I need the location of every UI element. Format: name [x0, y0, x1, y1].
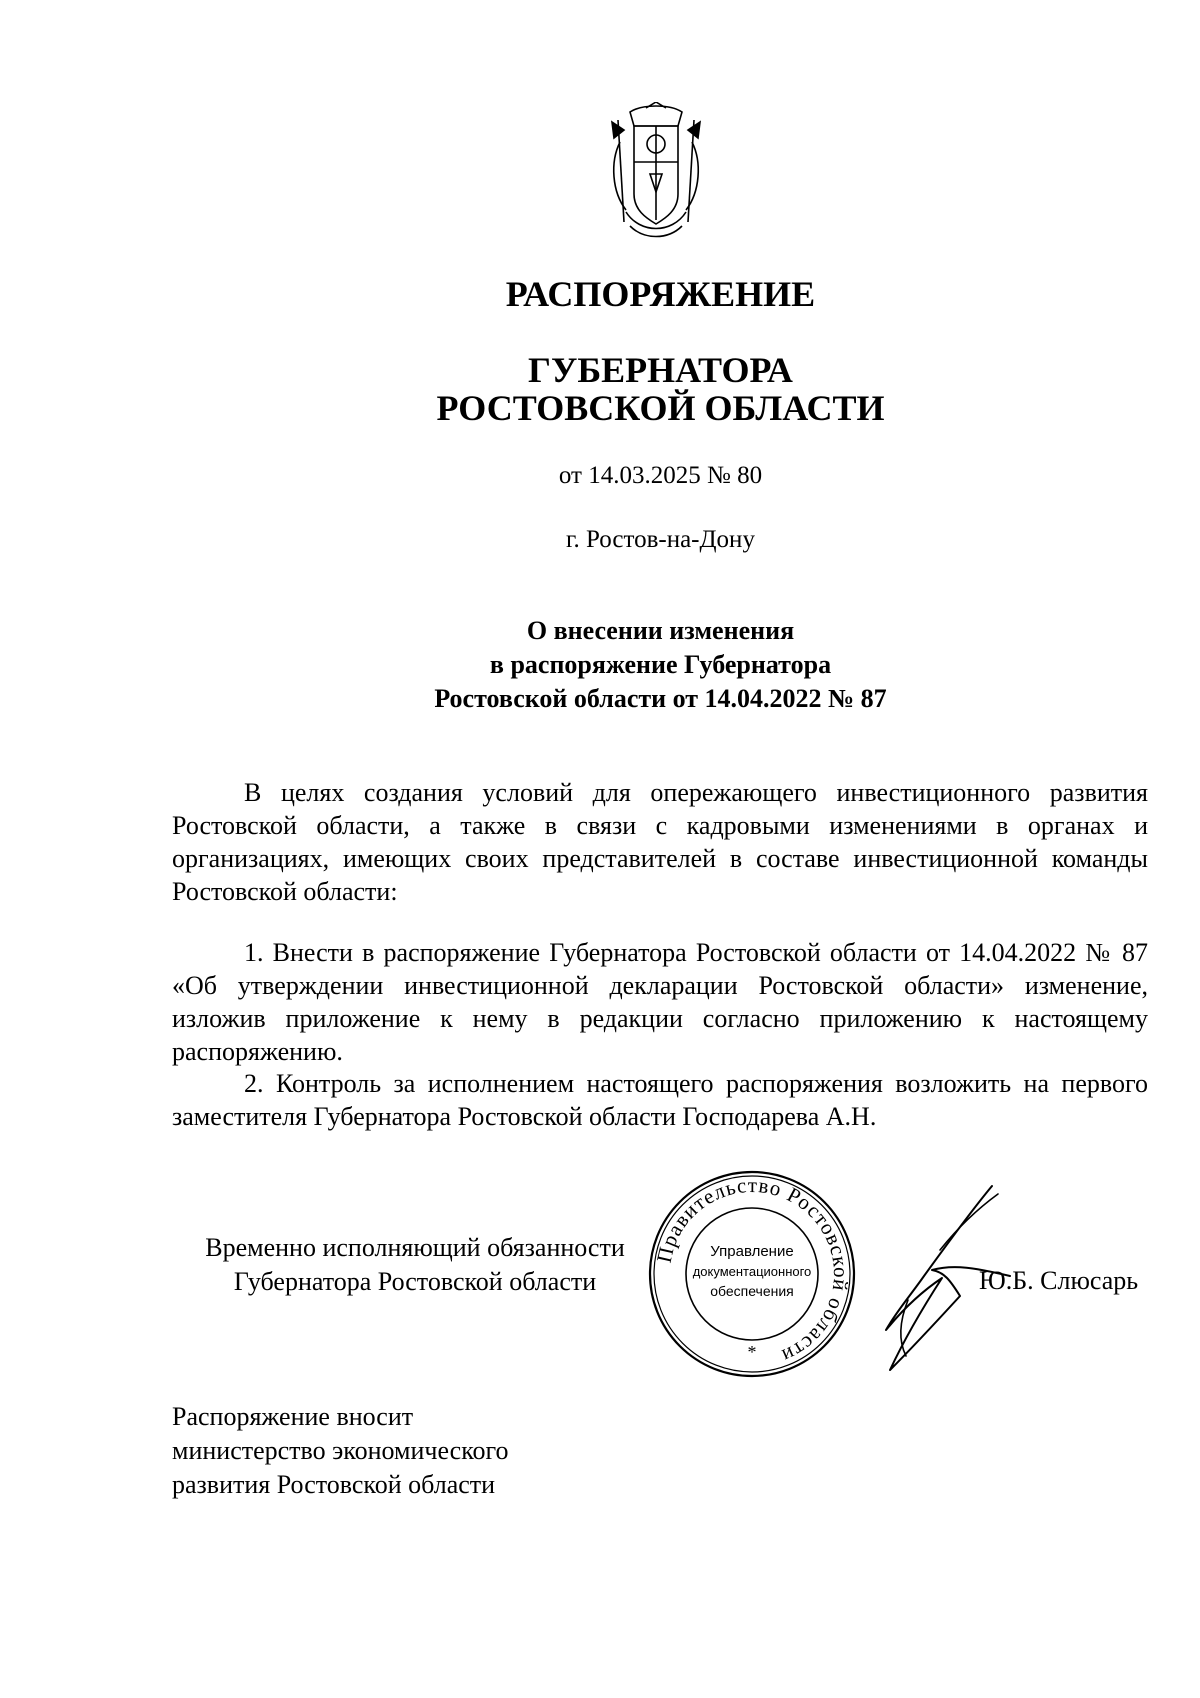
signatory-position-line1: Временно исполняющий обязанности [205, 1233, 625, 1262]
signatory-position-line2: Губернатора Ростовской области [233, 1267, 597, 1296]
issuer-heading-line2: РОСТОВСКОЙ ОБЛАСТИ [436, 388, 885, 428]
preamble-paragraph: В целях создания условий для опережающего инвестиционного развития Ростовской области, а также в связи с кадровыми изменениями в органах и организациях, имеющих своих представителей в составе инвестиционной команды Ростовской области: [172, 778, 1148, 906]
subject-line1: О внесении изменения [526, 616, 795, 645]
introduced-by-line2: министерство экономического [172, 1436, 509, 1465]
subject-line2: в распоряжение Губернатора [489, 650, 832, 679]
subject-line3: Ростовской области от 14.04.2022 № 87 [434, 684, 887, 713]
document-city: г. Ростов-на-Дону [566, 526, 755, 553]
document-type-heading: РАСПОРЯЖЕНИЕ [505, 274, 816, 314]
seal-star: * [747, 1342, 757, 1362]
document-subject [0, 614, 1200, 716]
document-date-number: от 14.03.2025 № 80 [558, 462, 763, 489]
issuer-heading-line1: ГУБЕРНАТОРА [528, 350, 793, 390]
item-2-paragraph: 2. Контроль за исполнением настоящего распоряжения возложить на первого заместителя Губернатора Ростовской области Господарева А.Н. [172, 1069, 1148, 1131]
seal-outer-text: Правительство Ростовской области [651, 1172, 854, 1369]
coat-of-arms-icon [600, 102, 712, 242]
item-1-paragraph: 1. Внести в распоряжение Губернатора Ростовской области от 14.04.2022 № 87 «Об утверждении инвестиционной декларации Ростовской области» изменение, изложив приложение к нему в редакции согласно приложению к настоящему распоряжению. [172, 938, 1148, 1066]
signatory-position [180, 1231, 650, 1299]
seal-inner-line2: документационного [692, 1264, 812, 1279]
seal-inner-line3: обеспечения [710, 1283, 794, 1299]
introduced-by-note [172, 1400, 509, 1502]
introduced-by-line1: Распоряжение вносит [172, 1402, 414, 1431]
seal-inner-line1: Управление [710, 1243, 794, 1260]
official-seal-icon [647, 1168, 857, 1380]
introduced-by-line3: развития Ростовской области [172, 1470, 496, 1499]
signatory-name: Ю.Б. Слюсарь [979, 1266, 1139, 1295]
